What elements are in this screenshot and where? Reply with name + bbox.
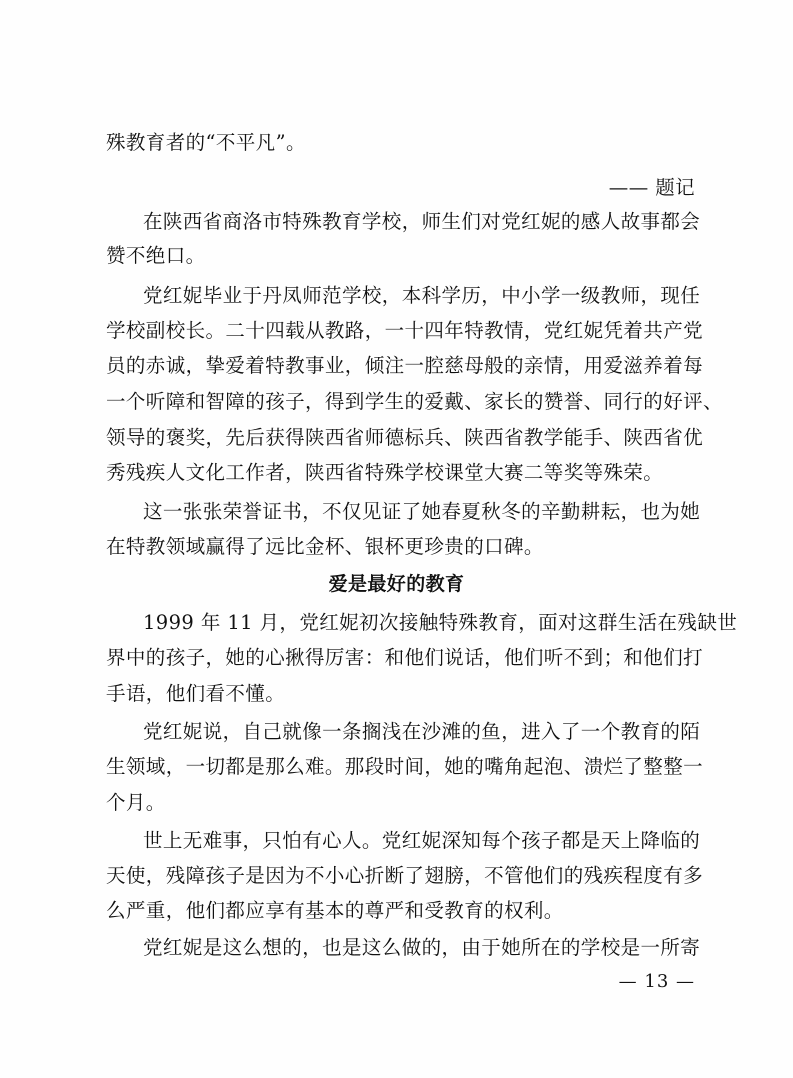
text-line: 领导的褒奖，先后获得陕西省师德标兵、陕西省教学能手、陕西省优 <box>106 426 704 449</box>
section-heading: 爱是最好的教育 <box>328 573 465 595</box>
page-number: — 13 — <box>618 971 695 992</box>
paragraph-line: 在陕西省商洛市特殊教育学校，师生们对党红妮的感人故事都会 <box>143 210 701 233</box>
text-line: 个月。 <box>106 791 166 814</box>
text-line: 学校副校长。二十四载从教路，一十四年特教情，党红妮凭着共产党 <box>106 319 704 342</box>
text-line: 殊教育者的“不平凡”。 <box>106 131 306 154</box>
text-line: 赞不绝口。 <box>106 244 206 267</box>
text-line: 手语，他们看不懂。 <box>106 682 286 705</box>
text-line: 生领域，一切都是那么难。那段时间，她的嘴角起泡、溃烂了整整一 <box>106 755 704 778</box>
text-line: 在特教领域赢得了远比金杯、银杯更珍贵的口碑。 <box>106 535 544 558</box>
text-line: 秀残疾人文化工作者，陕西省特殊学校课堂大赛二等奖等殊荣。 <box>106 461 664 484</box>
text-line: 天使，残障孩子是因为不小心折断了翅膀，不管他们的残疾程度有多 <box>106 864 704 887</box>
text-line: 么严重，他们都应享有基本的尊严和受教育的权利。 <box>106 899 564 922</box>
text-line: 一个听障和智障的孩子，得到学生的爱戴、家长的赞誉、同行的好评、 <box>106 390 723 413</box>
paragraph-line: 党红妮是这么想的，也是这么做的，由于她所在的学校是一所寄 <box>143 936 701 959</box>
paragraph-line: 这一张张荣誉证书，不仅见证了她春夏秋冬的辛勤耕耘，也为她 <box>143 500 701 523</box>
paragraph-line: 党红妮说，自己就像一条搁浅在沙滩的鱼，进入了一个教育的陌 <box>143 720 701 743</box>
paragraph-line: 1999 年 11 月，党红妮初次接触特殊教育，面对这群生活在残缺世 <box>143 611 738 634</box>
text-line: 界中的孩子，她的心揪得厉害：和他们说话，他们听不到；和他们打 <box>106 646 704 669</box>
text-line: 员的赤诚，挚爱着特教事业，倾注一腔慈母般的亲情，用爱滋养着每 <box>106 354 704 377</box>
epigraph-attribution: —— 题记 <box>608 176 695 199</box>
paragraph-line: 世上无难事，只怕有心人。党红妮深知每个孩子都是天上降临的 <box>143 829 701 852</box>
paragraph-line: 党红妮毕业于丹凤师范学校，本科学历，中小学一级教师，现任 <box>143 284 701 307</box>
